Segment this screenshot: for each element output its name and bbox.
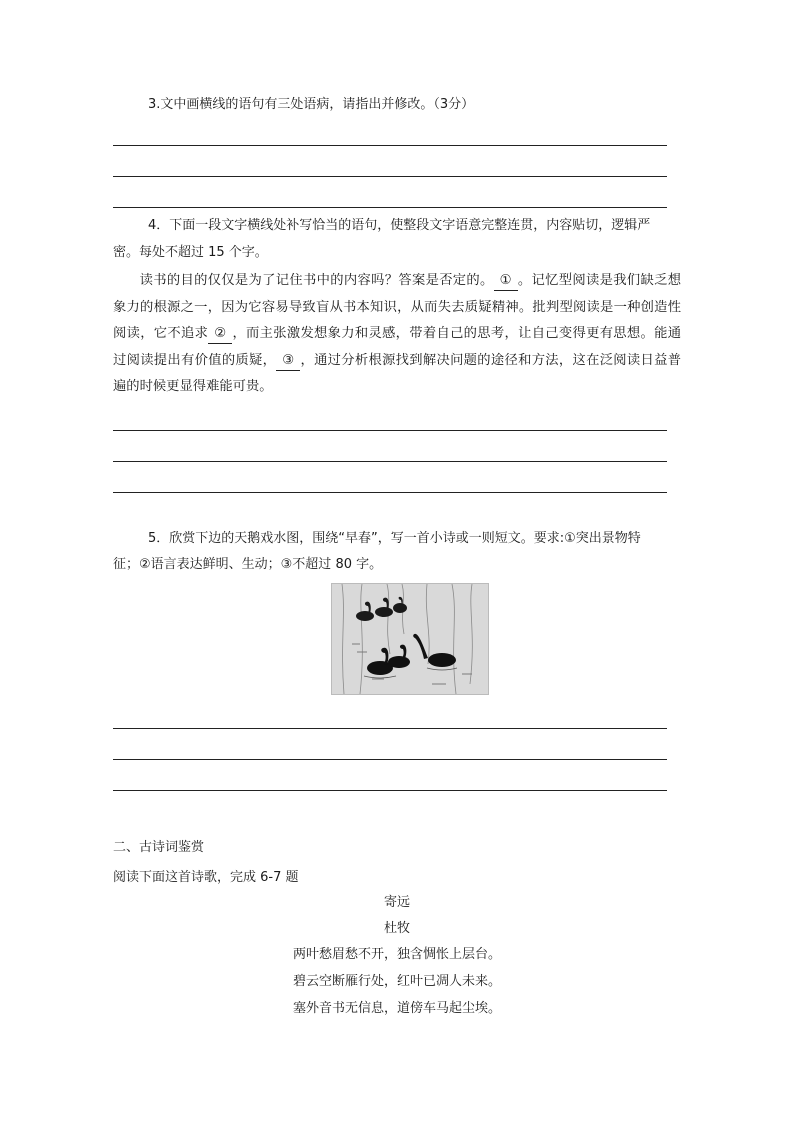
question-5-prompt-line2: 征；②语言表达鲜明、生动；③不超过 80 字。 — [113, 557, 383, 572]
passage-part-4: ，通过分析根源找到解决问题的途径和方法，这在泛阅读日益普遍的时候更显得难能可贵。 — [113, 352, 682, 394]
answer-line — [113, 759, 667, 760]
blank-3: ③ — [276, 352, 300, 371]
passage-part-2: 。记忆型阅读是我们缺乏想象力的根源之一，因为它容易导致盲从书本知识，从而失去质疑精神。批判型阅读是一种创造性阅读，它不追求 — [113, 273, 682, 341]
poem-line-3: 塞外音书无信息，道傍车马起尘埃。 — [292, 1001, 501, 1016]
poem-line-2: 碧云空断雁行处，红叶已凋人未来。 — [292, 974, 501, 989]
poem-author: 杜牧 — [383, 921, 410, 936]
answer-line — [113, 207, 667, 208]
question-5-prompt-line1: 5．欣赏下边的天鹅戏水图，围绕“早春”，写一首小诗或一则短文。要求:①突出景物特 — [148, 531, 641, 546]
answer-line — [113, 790, 667, 791]
answer-line — [113, 176, 667, 177]
question-4-passage — [113, 268, 681, 401]
poem-line-1: 两叶愁眉愁不开，独含惆怅上层台。 — [292, 947, 501, 962]
answer-line — [113, 430, 667, 431]
swan-painting-icon — [332, 584, 488, 694]
poem-title: 寄远 — [383, 895, 410, 910]
question-4-prompt-line2: 密。每处不超过 15 个字。 — [113, 245, 268, 260]
blank-2: ② — [208, 325, 232, 344]
section-heading: 二、古诗词鉴赏 — [113, 840, 205, 855]
section-instruction: 阅读下面这首诗歌，完成 6-7 题 — [113, 870, 299, 885]
question-4-prompt-line1: 4．下面一段文字横线处补写恰当的语句，使整段文字语意完整连贯，内容贴切，逻辑严 — [148, 218, 651, 233]
blank-1: ① — [494, 272, 518, 291]
answer-line — [113, 492, 667, 493]
swan-painting-image — [331, 583, 489, 695]
answer-line — [113, 461, 667, 462]
question-3-prompt: 3.文中画横线的语句有三处语病，请指出并修改。（3分） — [148, 97, 475, 112]
answer-line — [113, 145, 667, 146]
answer-line — [113, 728, 667, 729]
passage-part-3: ，而主张激发想象力和灵感，带着自己的思考，让自己变得更有思想。能通过阅读提出有价值的质疑， — [113, 326, 682, 368]
passage-part-1: 读书的目的仅仅是为了记住书中的内容吗？答案是否定的。 — [139, 273, 494, 288]
